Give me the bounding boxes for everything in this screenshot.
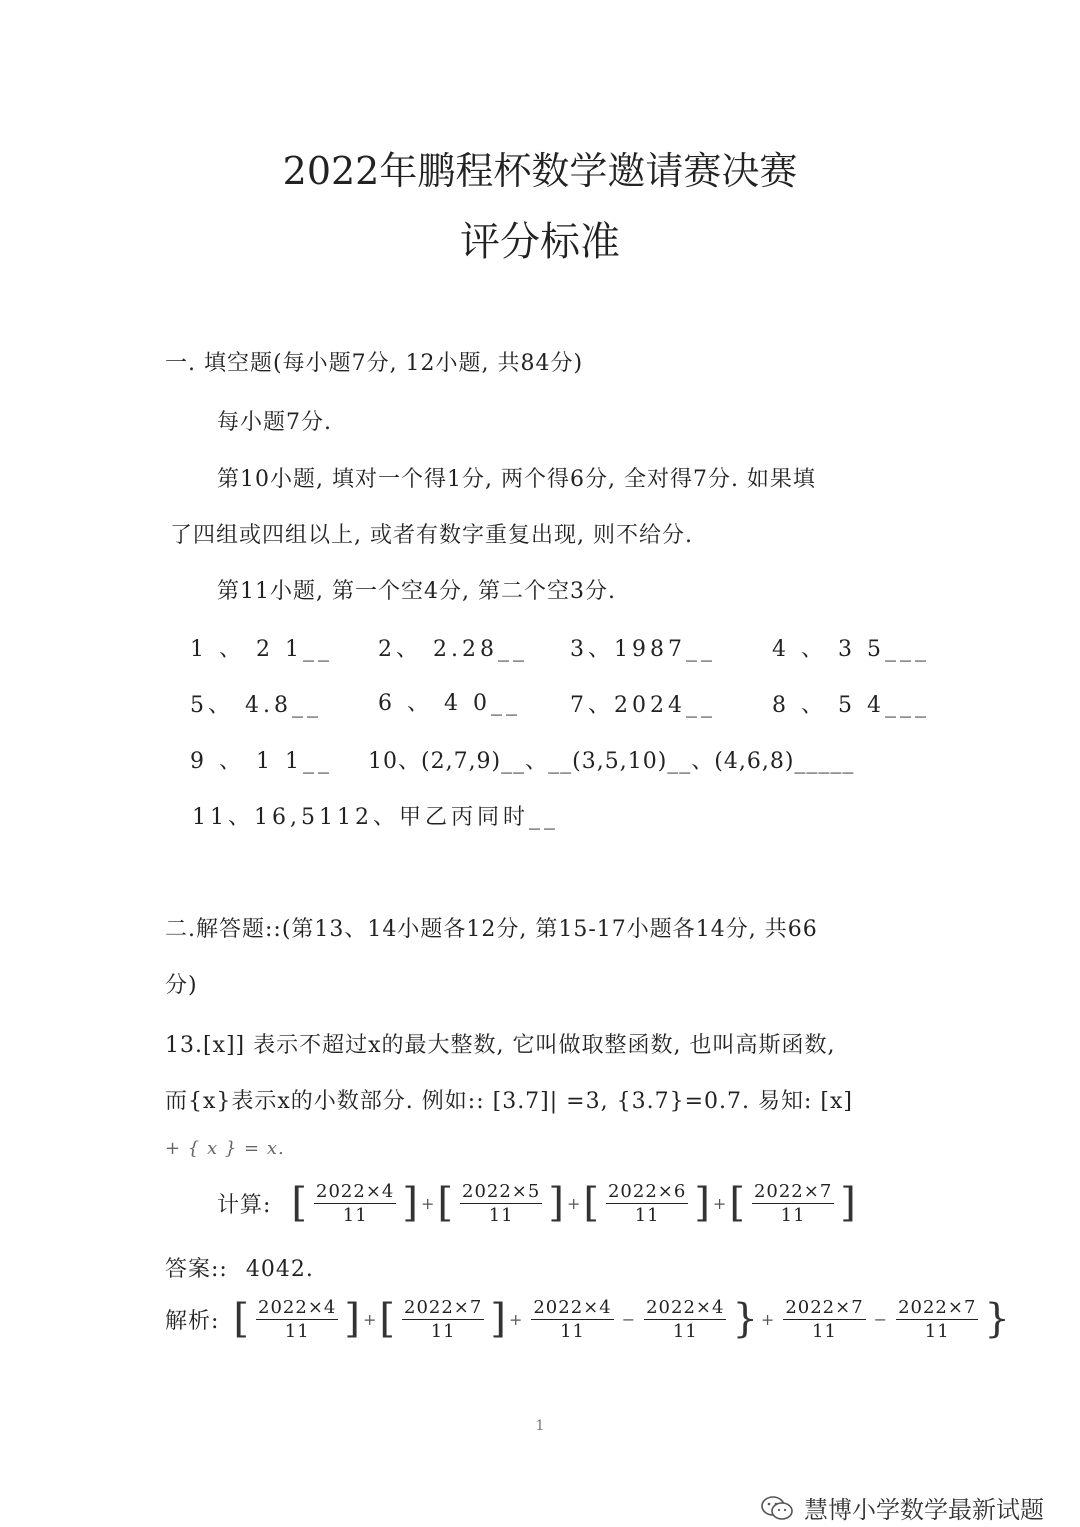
fraction-denominator: 11 (672, 1320, 698, 1342)
fraction-numerator: 2022×4 (533, 1296, 612, 1318)
bracket-right: ] (548, 1180, 565, 1226)
brace-right: } (984, 1296, 1011, 1342)
minus-sign: − (621, 1309, 637, 1329)
bracket-left: [ (583, 1180, 600, 1226)
analysis-fraction-5 (783, 1297, 865, 1342)
analysis-expression (165, 1296, 1011, 1342)
analysis-label: 解析: (165, 1308, 220, 1334)
plus-sign: + (420, 1193, 436, 1213)
brace-right: } (732, 1296, 759, 1342)
answer-4: 4 、 3 5___ (772, 637, 930, 662)
answer-11: 11、16,5112、甲乙丙同时__ (192, 805, 559, 830)
fraction-numerator: 2022×4 (646, 1296, 725, 1318)
fraction-denominator: 11 (430, 1320, 456, 1342)
section1-heading: 一. 填空题(每小题7分, 12小题, 共84分) (165, 351, 584, 376)
fraction-denominator: 11 (488, 1204, 514, 1226)
fraction-numerator: 2022×7 (898, 1296, 977, 1318)
answer-6: 6 、 4 0__ (378, 691, 521, 716)
bracket-left: [ (379, 1296, 396, 1342)
bracket-left: [ (729, 1180, 746, 1226)
fraction-numerator: 2022×5 (462, 1180, 541, 1202)
answer-value: 4042. (245, 1257, 314, 1282)
answer-label: 答案:: (165, 1257, 228, 1282)
page-number: 1 (535, 1418, 545, 1434)
q13-line2: 而{x}表示x的小数部分. 例如:: [3.7]| =3, {3.7}=0.7. 易知: [x] (165, 1089, 853, 1114)
analysis-fraction-6 (896, 1297, 978, 1342)
bracket-right: ] (694, 1180, 711, 1226)
answer-line (165, 1252, 314, 1283)
fraction-1 (314, 1181, 396, 1226)
bracket-left: [ (233, 1296, 251, 1342)
fraction-numerator: 2022×7 (753, 1180, 833, 1202)
section2-heading-line1: 二.解答题::(第13、14小题各12分, 第15-17小题各14分, 共66 (165, 917, 818, 942)
fraction-4 (752, 1181, 834, 1226)
fraction-denominator: 11 (924, 1320, 950, 1342)
watermark-text: 慧博小学数学最新试题 (804, 1496, 1044, 1524)
section2-heading-line2: 分) (165, 973, 198, 998)
answer-8: 8 、 5 4___ (772, 693, 930, 718)
q13-line1: 13.[x]] 表示不超过x的最大整数, 它叫做取整函数, 也叫高斯函数, (165, 1033, 836, 1058)
analysis-fraction-2 (402, 1297, 484, 1342)
bracket-left: [ (437, 1180, 454, 1226)
fraction-numerator: 2022×7 (785, 1296, 864, 1318)
answer-1: 1 、 2 1__ (190, 637, 333, 662)
bracket-right: ] (402, 1180, 419, 1226)
plus-sign: + (508, 1309, 524, 1329)
fraction-denominator: 11 (634, 1204, 660, 1226)
answer-7: 7、2024__ (570, 693, 716, 718)
plus-sign: + (760, 1309, 776, 1329)
rule-q11: 第11小题, 第一个空4分, 第二个空3分. (217, 579, 616, 604)
fraction-numerator: 2022×4 (316, 1180, 395, 1202)
compute-label: 计算: (217, 1192, 272, 1218)
fraction-denominator: 11 (812, 1320, 837, 1342)
watermark (760, 1490, 1044, 1525)
analysis-fraction-4 (644, 1297, 726, 1342)
fraction-numerator: 2022×4 (258, 1296, 337, 1318)
minus-sign: − (873, 1309, 889, 1329)
bracket-right: ] (840, 1180, 857, 1226)
fraction-numerator: 2022×6 (607, 1180, 687, 1202)
document-subtitle: 评分标准 (460, 219, 620, 265)
answer-10: 10、(2,7,9)__、__(3,5,10)__、(4,6,8)_____ (368, 749, 855, 774)
bracket-left: [ (291, 1180, 309, 1226)
analysis-fraction-1 (256, 1297, 338, 1342)
rule-each-question: 每小题7分. (217, 410, 332, 435)
compute-expression (217, 1180, 857, 1226)
bracket-right: ] (344, 1296, 361, 1342)
rule-q10-line1: 第10小题, 填对一个得1分, 两个得6分, 全对得7分. 如果填 (217, 467, 816, 492)
analysis-fraction-3 (531, 1297, 613, 1342)
fraction-denominator: 11 (560, 1320, 585, 1342)
fraction-denominator: 11 (284, 1320, 310, 1342)
fraction-3 (606, 1181, 688, 1226)
answer-2: 2、 2.28__ (378, 637, 528, 662)
fraction-denominator: 11 (780, 1204, 806, 1226)
plus-sign: + (566, 1193, 582, 1213)
fraction-numerator: 2022×7 (404, 1296, 483, 1318)
rule-q10-line2: 了四组或四组以上, 或者有数字重复出现, 则不给分. (170, 523, 693, 548)
q13-line3: + { x } = x. (165, 1138, 285, 1159)
fraction-denominator: 11 (342, 1204, 368, 1226)
document-title: 2022年鹏程杯数学邀请赛决赛 (282, 149, 798, 193)
plus-sign: + (362, 1309, 378, 1329)
plus-sign: + (712, 1193, 728, 1213)
answer-3: 3、1987__ (570, 637, 716, 662)
answer-9: 9 、 1 1__ (190, 749, 333, 774)
wechat-icon (760, 1495, 794, 1521)
answer-5: 5、 4.8__ (190, 693, 322, 718)
fraction-2 (460, 1181, 542, 1226)
bracket-right: ] (490, 1296, 507, 1342)
